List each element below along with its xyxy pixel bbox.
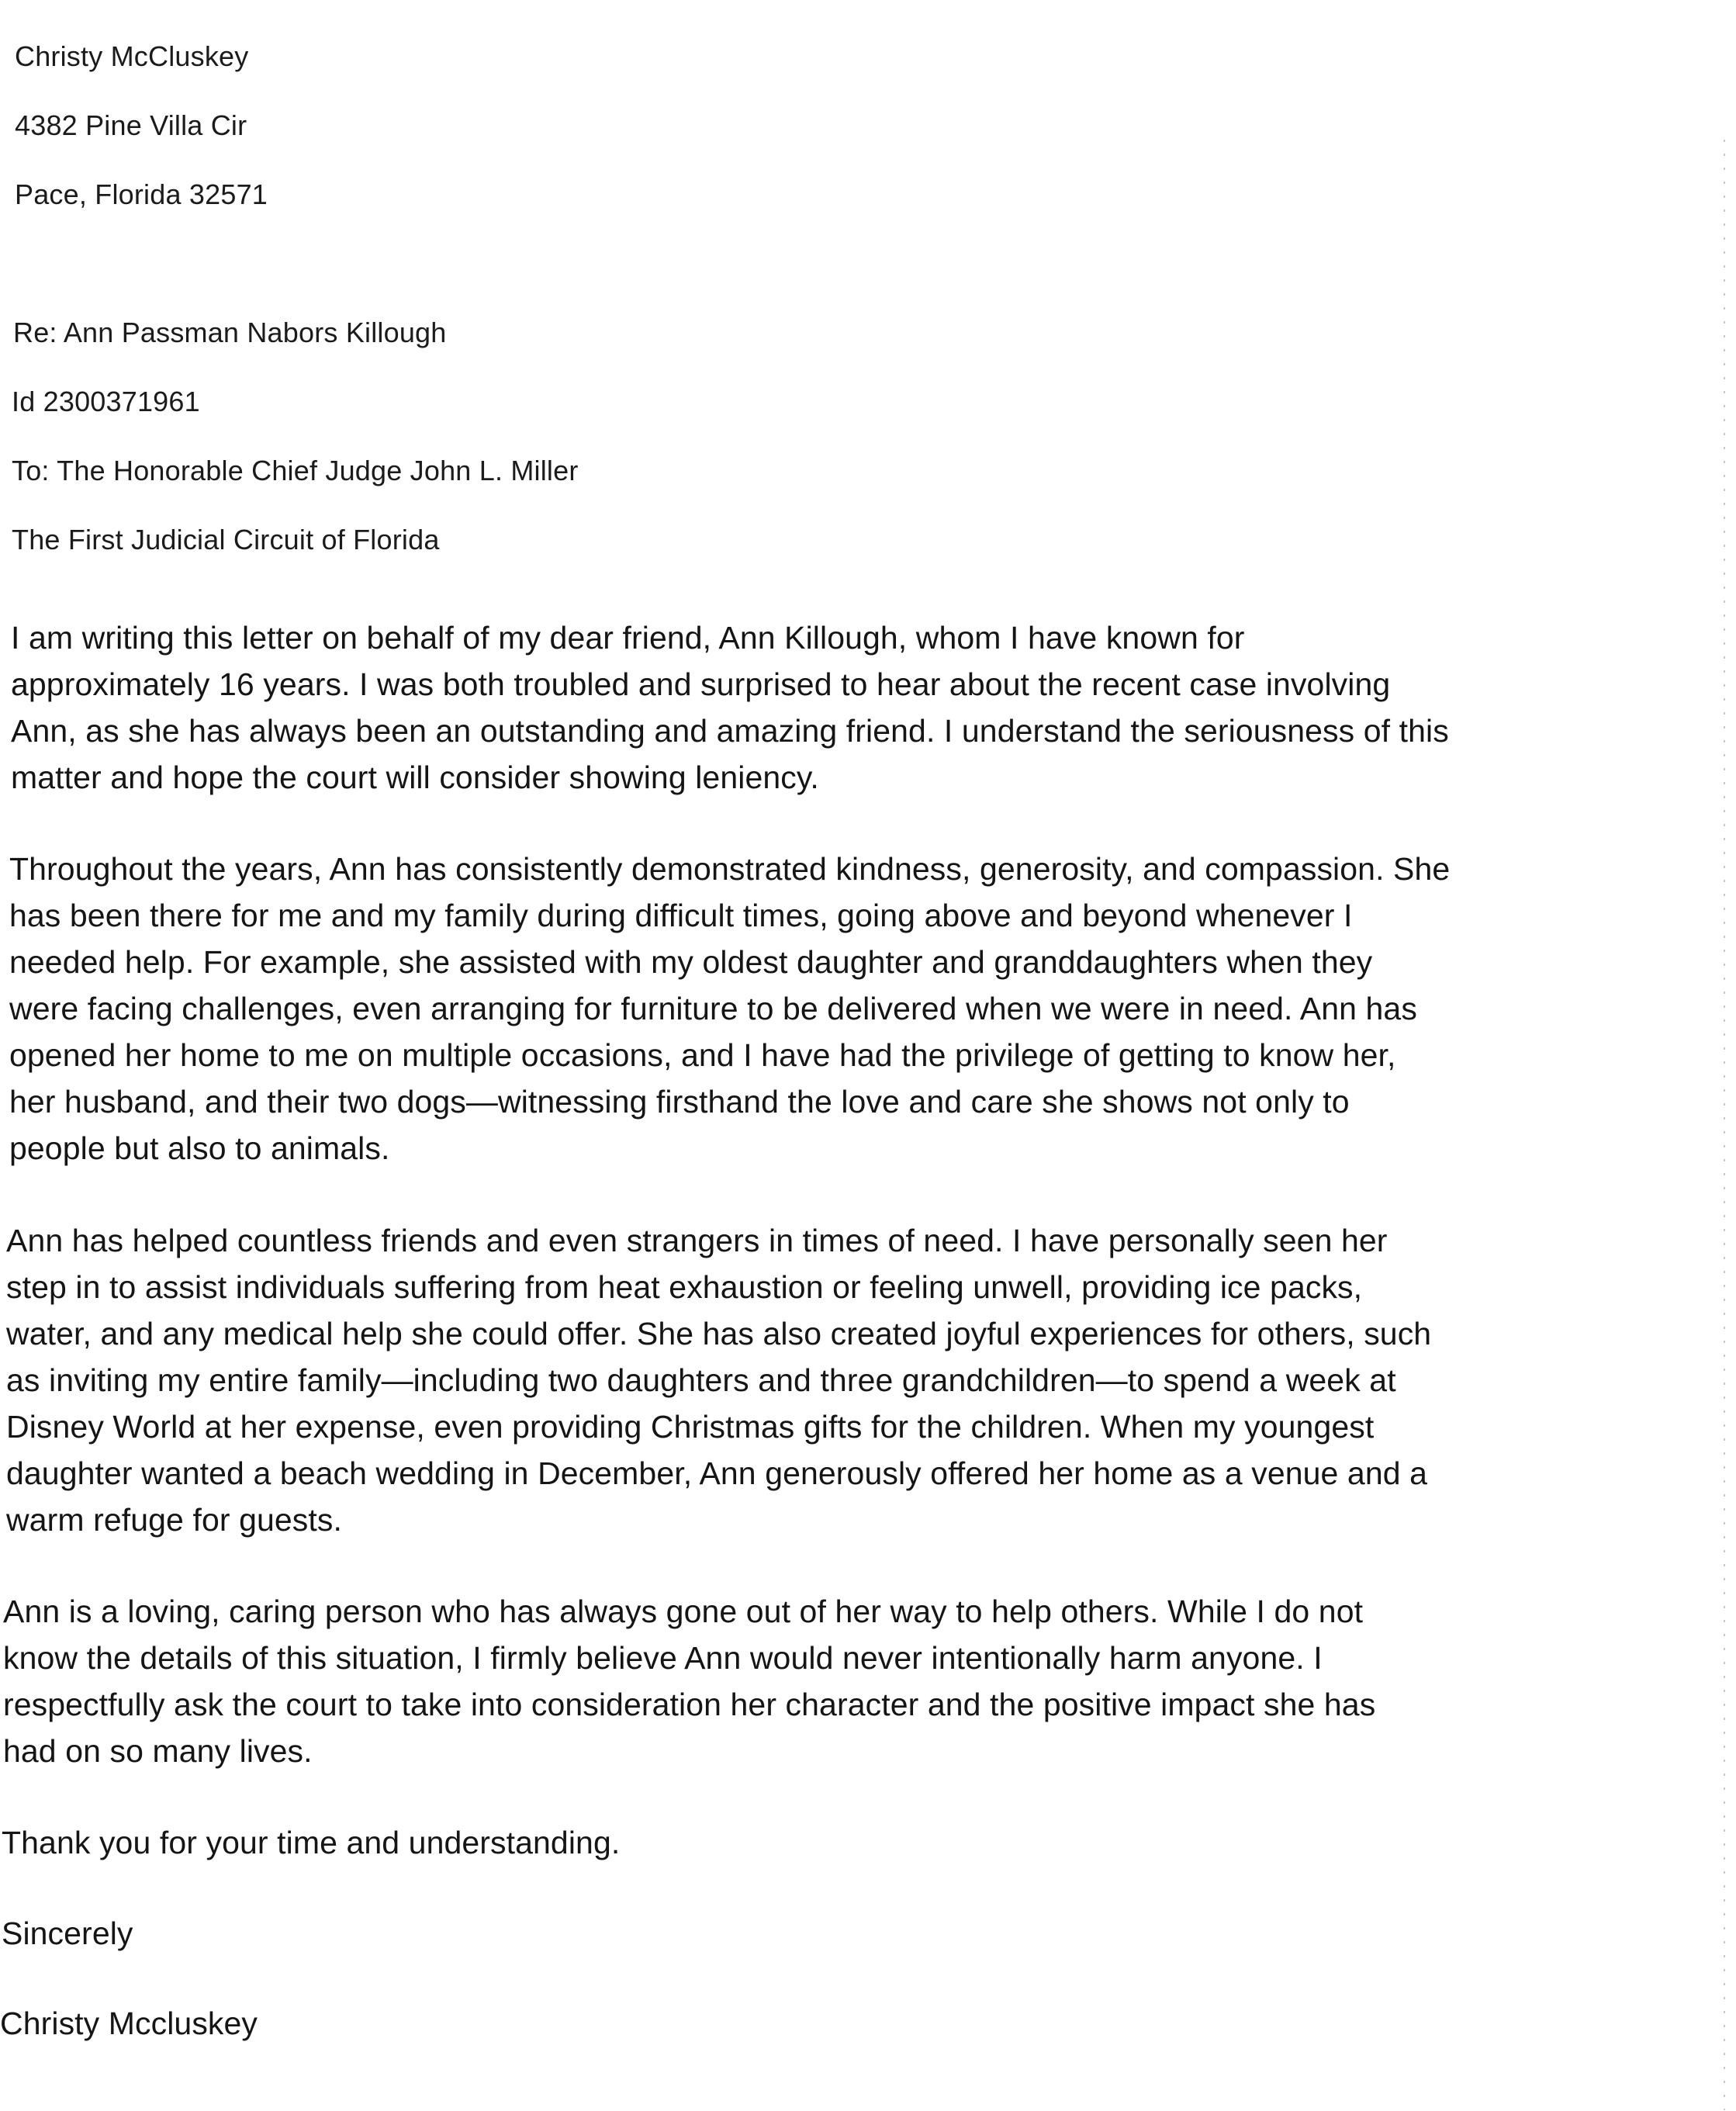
paragraph-1-line-2: approximately 16 years. I was both troubled and surprised to hear about the recent case involving — [11, 666, 1391, 702]
sender-street: 4382 Pine Villa Cir — [15, 109, 247, 141]
paragraph-3-line-6: daughter wanted a beach wedding in December, Ann generously offered her home as a venue and a — [6, 1455, 1428, 1491]
paragraph-1-line-1: I am writing this letter on behalf of my dear friend, Ann Killough, whom I have known for — [11, 620, 1245, 656]
scan-margin-marks — [1724, 140, 1725, 2110]
closing-sign-off: Sincerely — [2, 1915, 133, 1951]
id-line: Id 2300371961 — [12, 386, 200, 417]
paragraph-3-line-7: warm refuge for guests. — [6, 1502, 342, 1538]
sender-name: Christy McCluskey — [15, 40, 249, 72]
closing-thanks: Thank you for your time and understanding. — [2, 1825, 621, 1860]
paragraph-2-line-3: needed help. For example, she assisted with my oldest daughter and granddaughters when they — [9, 944, 1373, 980]
paragraph-2-line-4: were facing challenges, even arranging for furniture to be delivered when we were in need. Ann has — [9, 991, 1417, 1026]
paragraph-3-line-1: Ann has helped countless friends and even strangers in times of need. I have personally seen her — [6, 1223, 1388, 1258]
paragraph-2-line-2: has been there for me and my family during difficult times, going above and beyond whenever I — [9, 898, 1353, 933]
paragraph-2-line-7: people but also to animals. — [9, 1130, 390, 1166]
paragraph-4-line-2: know the details of this situation, I firmly believe Ann would never intentionally harm anyone. I — [3, 1640, 1323, 1676]
paragraph-3-line-4: as inviting my entire family—including two daughters and three grandchildren—to spend a week at — [6, 1362, 1396, 1398]
paragraph-2-line-5: opened her home to me on multiple occasions, and I have had the privilege of getting to know her, — [9, 1037, 1396, 1073]
paragraph-3-line-5: Disney World at her expense, even providing Christmas gifts for the children. When my youngest — [6, 1409, 1375, 1445]
to-line: To: The Honorable Chief Judge John L. Miller — [12, 455, 579, 486]
paragraph-2-line-6: her husband, and their two dogs—witnessing firsthand the love and care she shows not only to — [9, 1084, 1350, 1120]
paragraph-4-line-4: had on so many lives. — [3, 1733, 313, 1769]
court-line: The First Judicial Circuit of Florida — [12, 524, 440, 555]
paragraph-3-line-3: water, and any medical help she could offer. She has also created joyful experiences for others, such — [6, 1316, 1432, 1351]
re-line: Re: Ann Passman Nabors Killough — [13, 317, 447, 348]
paragraph-4-line-1: Ann is a loving, caring person who has always gone out of her way to help others. While I do not — [3, 1594, 1364, 1629]
closing-signature: Christy Mccluskey — [0, 2005, 258, 2041]
paragraph-2-line-1: Throughout the years, Ann has consistently demonstrated kindness, generosity, and compassion. She — [9, 851, 1451, 887]
paragraph-3-line-2: step in to assist individuals suffering from heat exhaustion or feeling unwell, providing ice packs, — [6, 1269, 1363, 1305]
paragraph-1-line-3: Ann, as she has always been an outstanding and amazing friend. I understand the seriousness of this — [11, 713, 1449, 749]
paragraph-4-line-3: respectfully ask the court to take into consideration her character and the positive impact she has — [3, 1687, 1376, 1722]
sender-city-state-zip: Pace, Florida 32571 — [15, 178, 268, 210]
paragraph-1-line-4: matter and hope the court will consider showing leniency. — [11, 760, 819, 795]
